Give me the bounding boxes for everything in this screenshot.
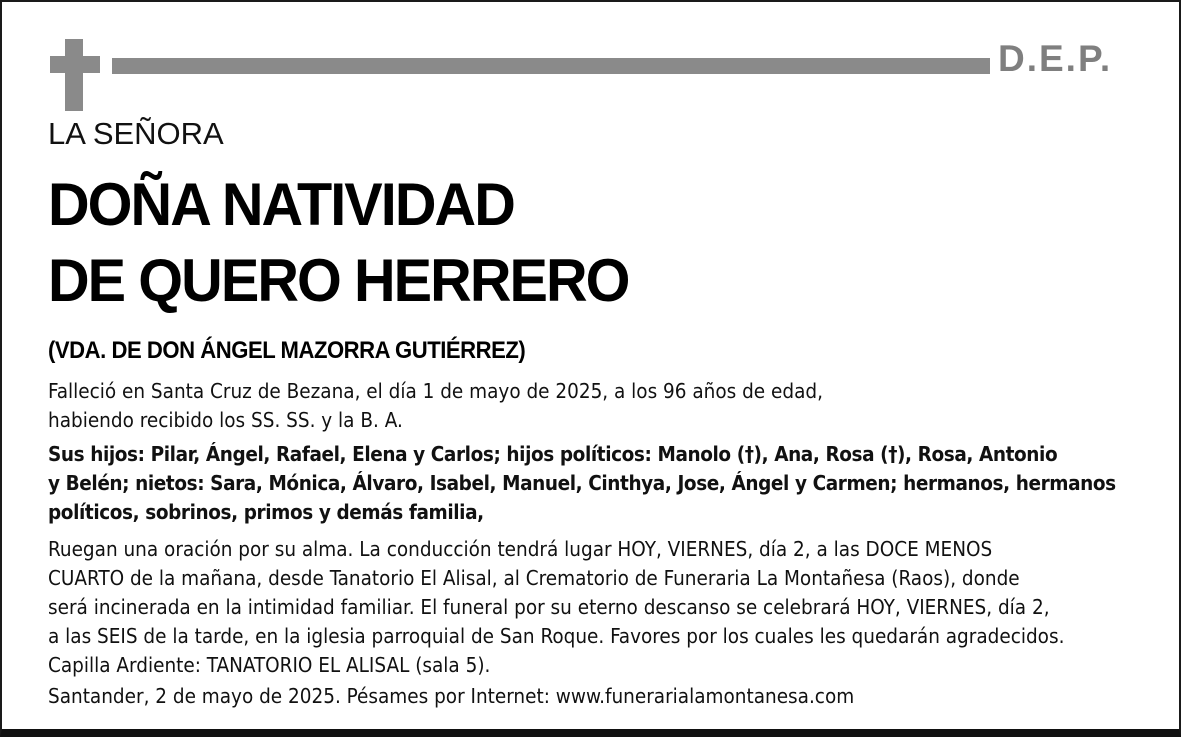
arrangements-line: Ruegan una oración por su alma. La conducción tendrá lugar HOY, VIERNES, día 2, a las DOCE MENOS: [48, 537, 993, 561]
family-line: políticos, sobrinos, primos y demás familia,: [48, 500, 484, 524]
arrangements-line: Capilla Ardiente: TANATORIO EL ALISAL (sala 5).: [48, 653, 491, 677]
header-rule: [112, 58, 990, 74]
family-line: y Belén; nietos: Sara, Mónica, Álvaro, Isabel, Manuel, Cinthya, Jose, Ángel y Carmen; hermanos, hermanos: [48, 471, 1116, 495]
cross-vertical-bar: [65, 39, 83, 111]
deceased-name-line1: DOÑA NATIVIDAD: [48, 171, 514, 238]
arrangements-line: a las SEIS de la tarde, en la iglesia parroquial de San Roque. Favores por los cuales les quedarán agradecidos.: [48, 624, 1065, 648]
death-info: [48, 377, 1168, 435]
cross-icon: [50, 39, 100, 111]
arrangements: [48, 535, 1168, 680]
cross-horizontal-bar: [50, 56, 100, 73]
deceased-name-line2: DE QUERO HERRERO: [48, 247, 629, 314]
death-info-line: Falleció en Santa Cruz de Bezana, el día 1 de mayo de 2025, a los 96 años de edad,: [48, 379, 823, 403]
family-list: [48, 440, 1168, 527]
arrangements-line: será incinerada en la intimidad familiar. El funeral por su eterno descanso se celebrará HOY, VIERNES, día 2,: [48, 595, 1050, 619]
death-info-line: habiendo recibido los SS. SS. y la B. A.: [48, 408, 403, 432]
family-line: Sus hijos: Pilar, Ángel, Rafael, Elena y Carlos; hijos políticos: Manolo (†), Ana, Rosa (†), Rosa, Antonio: [48, 442, 1058, 466]
footer-line: Santander, 2 de mayo de 2025. Pésames por Internet: www.funerarialamontanesa.com: [48, 684, 855, 708]
arrangements-line: CUARTO de la mañana, desde Tanatorio El Alisal, al Crematorio de Funeraria La Montañesa (Raos), donde: [48, 566, 1020, 590]
widow-of: (VDA. DE DON ÁNGEL MAZORRA GUTIÉRREZ): [48, 337, 526, 364]
honorific: LA SEÑORA: [48, 116, 224, 151]
dep-label: D.E.P.: [998, 38, 1113, 79]
